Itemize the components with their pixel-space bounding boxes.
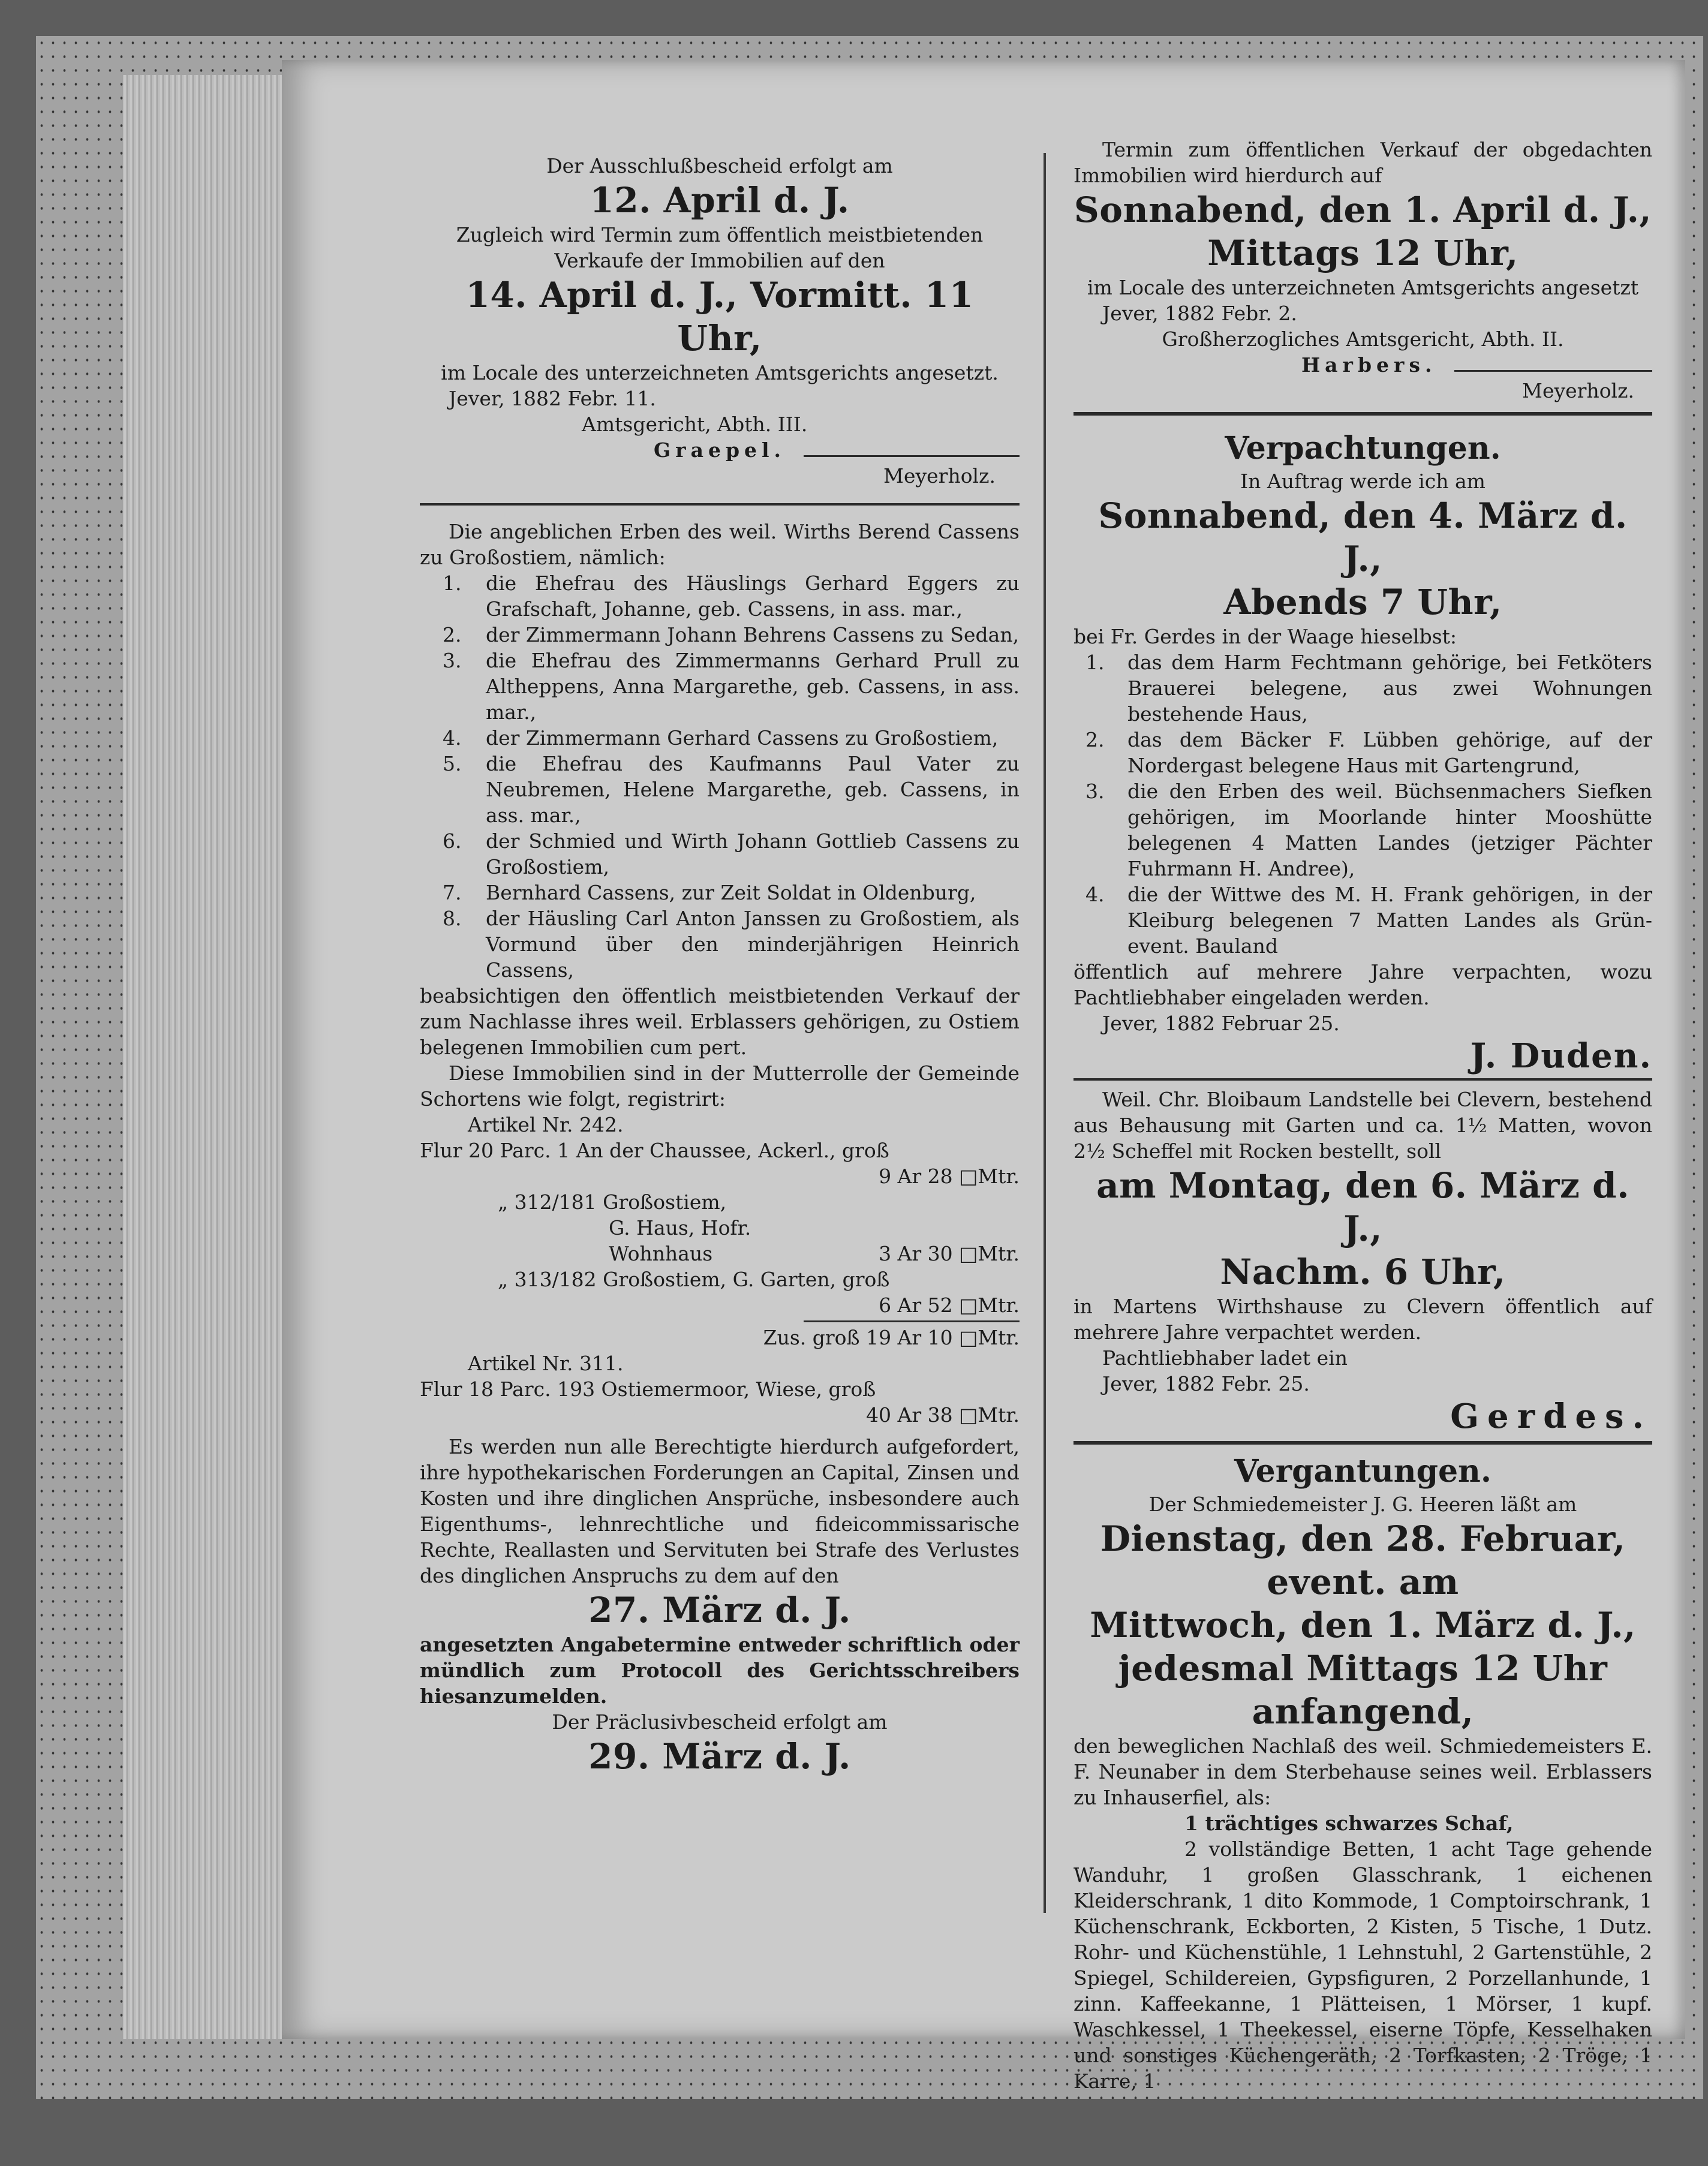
sale-date: 14. April d. J., Vormitt. 11 Uhr, [465,275,974,359]
auction-date: Sonnabend, den 1. April d. J., [1073,189,1652,230]
section-rule [1073,1078,1652,1081]
parcel-flur20-area: 9 Ar 28 □Mtr. [879,1165,1020,1188]
claims-notice: Es werden nun alle Berechtigte hierdurch aufgefordert, ihre hypothekarischen Forderungen an Capital, Zinsen und Kosten und ihre dinglichen Ansprüche, insbesondere auch Eigenthums-, lehnrechtliche und fideicommissarische Rechte, Reallasten und Servituten bei Strafe des Verlustes des dinglichen Anspruchs zu dem auf den [420,1435,1020,1587]
parcel-312-use-b: Wohnhaus [609,1242,713,1265]
section-heading-auctions: Vergantungen. [1234,1453,1492,1490]
exclusion-date: 12. April d. J. [590,180,850,221]
list-item: 2. der Zimmermann Johann Behrens Cassens zu Sedan, [443,623,1020,646]
list-item: 8. der Häusling Carl Anton Janssen zu Großostiem, als Vormund über den minderjährigen Heinrich Cassens, [443,907,1020,982]
parcel-312: „ 312/181 Großostiem, [498,1190,727,1214]
exclusion-intro: Der Ausschlußbescheid erfolgt am [546,154,893,178]
auction-time: Mittags 12 Uhr, [1207,233,1518,273]
list-item: 7. Bernhard Cassens, zur Zeit Soldat in Oldenburg, [443,881,976,904]
auction-location: im Locale des unterzeichneten Amtsgerichts angesetzt [1087,276,1639,299]
property-location: in Martens Wirthshause zu Clevern öffentlich auf mehrere Jahre verpachtet werden. [1073,1295,1652,1344]
preclusion-date: 29. März d. J. [588,1736,851,1777]
lease-time: Abends 7 Uhr, [1223,582,1502,622]
column-divider [1044,153,1046,1913]
list-item: 1. das dem Harm Fechtmann gehörige, bei Fetköters Brauerei belegene, aus zwei Wohnungen bestehende Haus, [1085,651,1652,726]
lease-terms: öffentlich auf mehrere Jahre verpachten, wozu Pachtliebhaber eingeladen werden. [1073,960,1652,1009]
parcel-312-area: 3 Ar 30 □Mtr. [879,1242,1020,1265]
section-rule [420,503,1020,506]
list-item: 4. die der Wittwe des M. H. Frank gehörigen, in der Kleiburg belegenen 7 Matten Landes als Grün- event. Bauland [1085,883,1652,958]
left-column [420,153,1020,1778]
place-date: Jever, 1882 Febr. 2. [1102,302,1297,325]
parcel-313-area: 6 Ar 52 □Mtr. [879,1293,1020,1317]
parcel-sum: Zus. groß 19 Ar 10 □Mtr. [763,1326,1020,1349]
preclusion-intro: Der Präclusivbescheid erfolgt am [552,1710,888,1734]
list-item: 2. das dem Bäcker F. Lübben gehörige, auf der Nordergast belegene Haus mit Gartengrund, [1085,728,1652,777]
heirs-intro: Die angeblichen Erben des weil. Wirths Berend Cassens zu Großostiem, nämlich: [420,520,1020,569]
auction-notice: Termin zum öffentlichen Verkauf der obgedachten Immobilien wird hierdurch auf [1073,138,1652,187]
signature-line [1454,370,1652,372]
sum-rule [804,1320,1020,1322]
countersign: Meyerholz. [1522,379,1634,402]
court-name: Großherzogliches Amtsgericht, Abth. II. [1162,327,1564,351]
signature-line [804,455,1020,457]
parcel-flur20: Flur 20 Parc. 1 An der Chaussee, Ackerl., groß [420,1139,889,1162]
place-date: Jever, 1882 Febr. 11. [449,387,656,410]
invitation: Pachtliebhaber ladet ein [1102,1346,1348,1370]
list-item: 5. die Ehefrau des Kaufmanns Paul Vater zu Neubremen, Helene Margarethe, geb. Cassens, in ass. mar., [443,752,1020,827]
lease-date: Sonnabend, den 4. März d. J., [1098,495,1628,579]
sale-location: im Locale des unterzeichneten Amtsgerichts angesetzt. [441,361,999,384]
property-date: am Montag, den 6. März d. J., [1096,1165,1629,1249]
section-heading-leases: Verpachtungen. [1225,430,1501,467]
list-item: 3. die den Erben des weil. Büchsenmachers Siefken gehörigen, im Moorlande hinter Mooshütte belegenen 4 Matten Landes (jetziger Pächter Fuhrmann H. Andree), [1085,780,1652,880]
signer-name: J. Duden. [1470,1036,1652,1076]
registry-note: Diese Immobilien sind in der Mutterrolle der Gemeinde Schortens wie folgt, registrirt: [420,1061,1020,1111]
item-sheep: 1 trächtiges schwarzes Schaf, [1184,1812,1514,1835]
sale-intent: beabsichtigen den öffentlich meistbietenden Verkauf der zum Nachlasse ihres weil. Erblassers gehörigen, zu Ostiem belegenen Immobilien cum pert. [420,984,1020,1059]
section-rule [1073,412,1652,416]
signer-name: Gerdes. [1450,1397,1652,1436]
sale-notice: Zugleich wird Termin zum öffentlich meistbietenden Verkaufe der Immobilien auf den [456,223,984,272]
list-item: 3. die Ehefrau des Zimmermanns Gerhard Prull zu Altheppens, Anna Margarethe, geb. Cassens, in ass. mar., [443,649,1020,724]
signer-name: Harbers. [1301,353,1437,377]
list-item: 1. die Ehefrau des Häuslings Gerhard Eggers zu Grafschaft, Johanne, geb. Cassens, in ass. mar., [443,571,1020,621]
auction-intro: Der Schmiedemeister J. G. Heeren läßt am [1148,1493,1577,1516]
countersign: Meyerholz. [883,464,996,488]
claims-instructions: angesetzten Angabetermine entweder schriftlich oder mündlich zum Protocoll des Gerichtsschreibers hiesanzumelden. [420,1633,1020,1708]
right-column [1073,137,1652,2094]
item-list: 2 vollständige Betten, 1 acht Tage gehende Wanduhr, 1 großen Glasschrank, 1 eichenen Kleiderschrank, 1 dito Kommode, 1 Comptoirschrank, 1 Küchenschrank, Eckborten, 2 Kisten, 5 Tische, 1 Dutz. Rohr- und Küchenstühle, 1 Lehnstuhl, 2 Gartenstühle, 2 Spiegel, Schildereien, Gypsfiguren, 2 Porzellanhunde, 1 zinn. Kaffeekanne, 1 Plätteisen, 1 Mörser, 1 kupf. Waschkessel, 1 Theekessel, eiserne Töpfe, Kesselhaken und sonstiges Küchengeräth, 2 Torfkasten, 2 Tröge, 1 Karre, 1 [1073,1837,1652,2093]
auction-date-3: jedesmal Mittags 12 Uhr anfangend, [1118,1648,1608,1732]
auction-date-1: Dienstag, den 28. Februar, event. am [1100,1518,1626,1602]
parcel-flur18-area: 40 Ar 38 □Mtr. [866,1403,1020,1427]
lease-list [1073,649,1652,959]
property-time: Nachm. 6 Uhr, [1220,1252,1506,1292]
lease-intro: In Auftrag werde ich am [1240,470,1486,493]
estate-description: den beweglichen Nachlaß des weil. Schmiedemeisters E. F. Neunaber in dem Sterbehause seines weil. Erblassers zu Inhauserfiel, als: [1073,1734,1652,1809]
court-name: Amtsgericht, Abth. III. [582,413,808,436]
lease-location: bei Fr. Gerdes in der Waage hieselbst: [1073,625,1457,648]
list-item: 4. der Zimmermann Gerhard Cassens zu Großostiem, [443,726,999,750]
list-item: 6. der Schmied und Wirth Johann Gottlieb Cassens zu Großostiem, [443,829,1020,879]
property-notice: Weil. Chr. Bloibaum Landstelle bei Clevern, bestehend aus Behausung mit Garten und ca. 1½ Matten, wovon 2½ Scheffel mit Rocken bestellt, soll [1073,1088,1652,1163]
signer-name: Graepel. [654,438,786,462]
claims-date: 27. März d. J. [588,1590,851,1630]
parcel-313: „ 313/182 Großostiem, G. Garten, groß [498,1268,890,1291]
heirs-list [420,570,1020,983]
article-1: Artikel Nr. 242. [468,1113,624,1136]
place-date: Jever, 1882 Februar 25. [1102,1012,1340,1035]
auction-date-2: Mittwoch, den 1. März d. J., [1090,1605,1636,1645]
parcel-312-use-a: G. Haus, Hofr. [609,1216,751,1240]
article-2: Artikel Nr. 311. [468,1352,624,1375]
parcel-flur18: Flur 18 Parc. 193 Ostiemermoor, Wiese, groß [420,1377,876,1401]
section-rule [1073,1441,1652,1445]
place-date: Jever, 1882 Febr. 25. [1102,1372,1310,1395]
